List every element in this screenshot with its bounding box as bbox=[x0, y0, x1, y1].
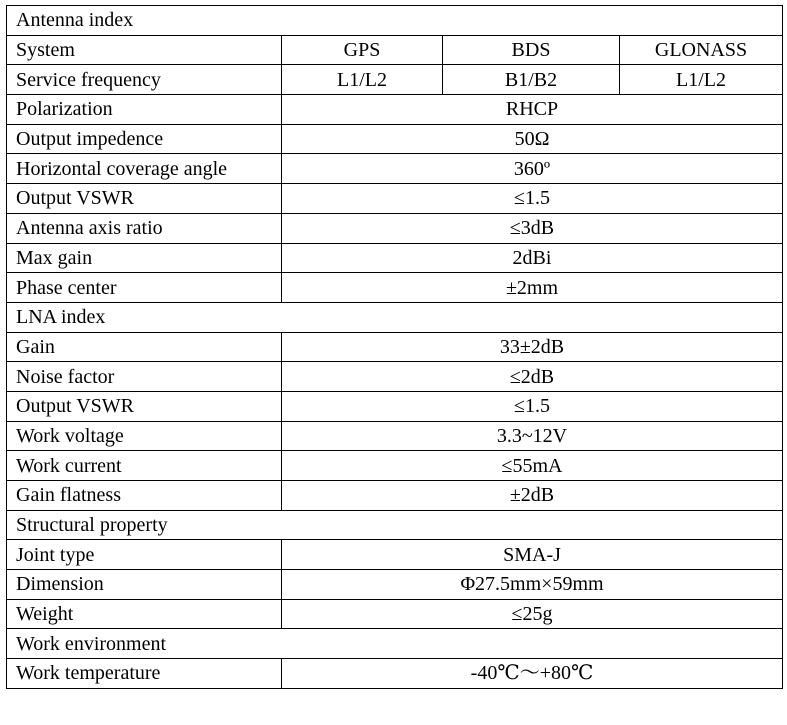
table-row bbox=[7, 154, 783, 184]
table-row bbox=[7, 421, 783, 451]
value-axis-ratio: ≤3dB bbox=[282, 213, 783, 243]
table-row bbox=[7, 124, 783, 154]
value-dimension: Φ27.5mm×59mm bbox=[282, 570, 783, 600]
table-row bbox=[7, 213, 783, 243]
table-row bbox=[7, 570, 783, 600]
value-lna-vswr: ≤1.5 bbox=[282, 391, 783, 421]
section-structural-property: Structural property bbox=[7, 510, 783, 540]
table-row bbox=[7, 65, 783, 95]
value-work-current: ≤55mA bbox=[282, 451, 783, 481]
row-label-work-current: Work current bbox=[7, 451, 282, 481]
value-polarization: RHCP bbox=[282, 95, 783, 125]
row-label-lna-vswr: Output VSWR bbox=[7, 391, 282, 421]
value-phase-center: ±2mm bbox=[282, 273, 783, 303]
table-row bbox=[7, 184, 783, 214]
row-label-noise-factor: Noise factor bbox=[7, 362, 282, 392]
table-row bbox=[7, 659, 783, 689]
section-row-structural bbox=[7, 510, 783, 540]
row-label-axis-ratio: Antenna axis ratio bbox=[7, 213, 282, 243]
row-label-system: System bbox=[7, 35, 282, 65]
value-work-voltage: 3.3~12V bbox=[282, 421, 783, 451]
row-label-work-voltage: Work voltage bbox=[7, 421, 282, 451]
section-lna-index: LNA index bbox=[7, 302, 783, 332]
system-bds: BDS bbox=[443, 35, 620, 65]
system-gps: GPS bbox=[282, 35, 443, 65]
value-gain-flatness: ±2dB bbox=[282, 481, 783, 511]
section-row-antenna bbox=[7, 6, 783, 36]
table-row bbox=[7, 481, 783, 511]
value-lna-gain: 33±2dB bbox=[282, 332, 783, 362]
table-row bbox=[7, 95, 783, 125]
table-row bbox=[7, 391, 783, 421]
table-row bbox=[7, 599, 783, 629]
table-row bbox=[7, 35, 783, 65]
row-label-polarization: Polarization bbox=[7, 95, 282, 125]
table-row bbox=[7, 451, 783, 481]
table-row bbox=[7, 243, 783, 273]
section-row-environment bbox=[7, 629, 783, 659]
section-work-environment: Work environment bbox=[7, 629, 783, 659]
row-label-max-gain: Max gain bbox=[7, 243, 282, 273]
table-row bbox=[7, 540, 783, 570]
row-label-joint-type: Joint type bbox=[7, 540, 282, 570]
row-label-service-frequency: Service frequency bbox=[7, 65, 282, 95]
value-noise-factor: ≤2dB bbox=[282, 362, 783, 392]
section-row-lna bbox=[7, 302, 783, 332]
spec-table bbox=[6, 5, 783, 689]
table-row bbox=[7, 273, 783, 303]
frequency-glonass: L1/L2 bbox=[620, 65, 783, 95]
value-work-temperature: -40℃～+80℃ bbox=[282, 659, 783, 689]
system-glonass: GLONASS bbox=[620, 35, 783, 65]
frequency-bds: B1/B2 bbox=[443, 65, 620, 95]
value-output-impedance: 50Ω bbox=[282, 124, 783, 154]
value-weight: ≤25g bbox=[282, 599, 783, 629]
section-antenna-index: Antenna index bbox=[7, 6, 783, 36]
table-row bbox=[7, 362, 783, 392]
value-joint-type: SMA-J bbox=[282, 540, 783, 570]
row-label-lna-gain: Gain bbox=[7, 332, 282, 362]
value-coverage-angle: 360º bbox=[282, 154, 783, 184]
row-label-gain-flatness: Gain flatness bbox=[7, 481, 282, 511]
row-label-antenna-vswr: Output VSWR bbox=[7, 184, 282, 214]
value-antenna-vswr: ≤1.5 bbox=[282, 184, 783, 214]
table-row bbox=[7, 332, 783, 362]
frequency-gps: L1/L2 bbox=[282, 65, 443, 95]
row-label-work-temperature: Work temperature bbox=[7, 659, 282, 689]
row-label-phase-center: Phase center bbox=[7, 273, 282, 303]
row-label-dimension: Dimension bbox=[7, 570, 282, 600]
row-label-coverage-angle: Horizontal coverage angle bbox=[7, 154, 282, 184]
value-max-gain: 2dBi bbox=[282, 243, 783, 273]
row-label-output-impedance: Output impedence bbox=[7, 124, 282, 154]
row-label-weight: Weight bbox=[7, 599, 282, 629]
